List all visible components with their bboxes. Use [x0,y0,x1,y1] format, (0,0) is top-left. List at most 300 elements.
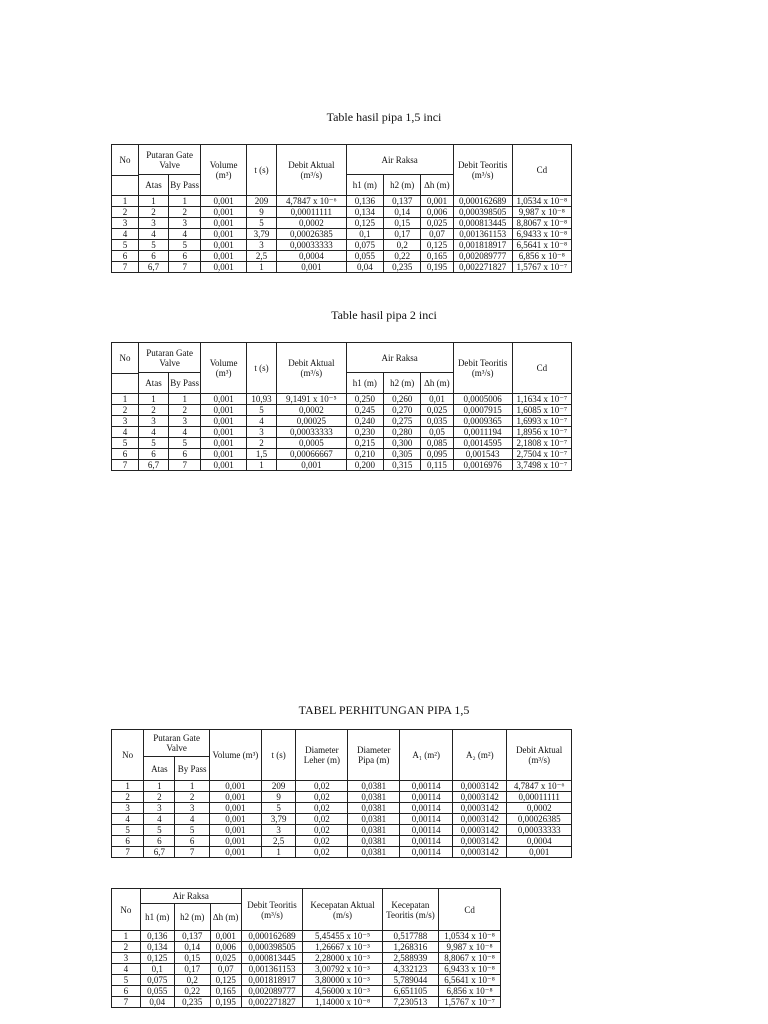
table-cell: 0,006 [210,942,241,953]
table-row [112,438,572,449]
table-cell: 5 [138,240,168,251]
table-cell: 7 [112,997,141,1008]
table-cell: 0,0381 [348,814,400,825]
table-cell: 0,006 [421,207,453,218]
table-cell: 0,001 [277,460,347,471]
col-t: t (s) [246,145,276,196]
col-no: No [112,889,141,931]
table-cell: 0,001 [201,405,247,416]
table-cell: 0,250 [346,394,383,405]
table-cell: 0,001 [201,196,247,207]
table-cell: 0,00011111 [507,792,572,803]
table-cell: 1 [138,196,168,207]
table-row [112,975,501,986]
table-row [112,394,572,405]
col-putaran: Putaran Gate Valve [138,343,200,373]
table-cell: 3 [112,953,141,964]
col-debit-teoritis: Debit Teoritis (m³/s) [241,889,303,931]
table-cell: 0,02 [296,792,348,803]
table-cell: 0,025 [421,405,453,416]
table-cell: 0,001 [201,207,247,218]
table-cell: 8,8067 x 10⁻⁸ [512,218,571,229]
col-h2: h2 (m) [174,904,210,931]
table-cell: 209 [246,196,276,207]
table-row [112,196,572,207]
table1 [111,144,572,273]
col-t: t (s) [261,730,296,781]
table-cell: 2,28000 x 10⁻³ [303,953,382,964]
table-row [112,416,572,427]
table-cell: 4,7847 x 10⁻⁶ [277,196,347,207]
table-cell: 9,987 x 10⁻⁸ [439,942,501,953]
table-cell: 0,00114 [400,814,453,825]
table-cell: 0,0002 [507,803,572,814]
col-h2: h2 (m) [384,175,421,196]
table-cell: 0,235 [384,262,421,273]
table-cell: 0,02 [296,814,348,825]
table-cell: 9 [261,792,296,803]
table-cell: 0,195 [210,997,241,1008]
table-cell: 0,137 [174,931,210,942]
table-cell: 5 [169,240,201,251]
table-cell: 0,00033333 [277,240,347,251]
table-cell: 0,0381 [348,836,400,847]
table-cell: 0,0003142 [453,836,507,847]
table-cell: 0,0003142 [453,825,507,836]
table-cell: 5 [144,825,175,836]
table4 [111,888,501,1008]
col-atas: Atas [144,757,175,781]
table-cell: 2 [112,942,141,953]
table-row [112,229,572,240]
table-cell: 4 [112,427,139,438]
table-cell: 0,2 [384,240,421,251]
table-cell: 0,000813445 [453,218,512,229]
table-cell: 2 [138,207,168,218]
table-cell: 0,115 [421,460,453,471]
table-cell: 0,0003142 [453,803,507,814]
table-cell: 0,0003142 [453,847,507,858]
table-cell: 6,7 [144,847,175,858]
table-cell: 0,280 [384,427,421,438]
table-cell: 0,001 [277,262,347,273]
col-cd: Cd [512,145,571,196]
col-t: t (s) [246,343,276,394]
col-atas: Atas [138,175,168,196]
col-air-raksa: Air Raksa [346,145,453,175]
table-cell: 4 [246,416,276,427]
table-cell: 0,0002 [277,218,347,229]
table-row [112,781,572,792]
col-dh: ∆h (m) [421,373,453,394]
table-cell: 6,7 [138,262,168,273]
table-cell: 4,332123 [382,964,439,975]
table-row [112,986,501,997]
table-cell: 0,15 [384,218,421,229]
table-cell: 6 [112,449,139,460]
table-cell: 0,245 [346,405,383,416]
table-cell: 0,001 [201,449,247,460]
table3-title: TABEL PERHITUNGAN PIPA 1,5 [298,703,470,717]
table-cell: 0,0005006 [453,394,512,405]
table-cell: 4 [112,814,144,825]
table-cell: 2,5 [246,251,276,262]
col-debit-aktual: Debit Aktual (m³/s) [277,145,347,196]
table-cell: 3,00792 x 10⁻³ [303,964,382,975]
table-cell: 0,315 [384,460,421,471]
table-cell: 3 [138,416,168,427]
col-air-raksa: Air Raksa [346,343,453,373]
table-cell: 0,000398505 [241,942,303,953]
table-cell: 0,134 [346,207,383,218]
table-cell: 0,001 [201,251,247,262]
table-cell: 0,000162689 [453,196,512,207]
table-cell: 0,15 [174,953,210,964]
col-kecepatan-aktual: Kecepatan Aktual (m/s) [303,889,382,931]
table-cell: 0,095 [421,449,453,460]
table-cell: 0,001 [421,196,453,207]
table-row [112,942,501,953]
table-cell: 0,2 [174,975,210,986]
col-a2: A₂ (m²) [453,730,507,781]
col-diameter-pipa: Diameter Pipa (m) [348,730,400,781]
table-cell: 0,001 [201,416,247,427]
table-cell: 3 [112,803,144,814]
table-cell: 7 [175,847,210,858]
col-debit-teoritis: Debit Teoritis (m³/s) [453,343,512,394]
table-cell: 3 [175,803,210,814]
table-row [112,836,572,847]
table-cell: 0,001 [201,229,247,240]
table-cell: 0,001 [209,781,261,792]
table-cell: 0,002089777 [453,251,512,262]
table-cell: 0,001 [201,438,247,449]
col-volume: Volume (m³) [201,343,247,394]
table-cell: 0,001 [209,847,261,858]
table-row [112,262,572,273]
table-cell: 0,215 [346,438,383,449]
table-cell: 0,165 [210,986,241,997]
table-row [112,847,572,858]
table-cell: 0,055 [346,251,383,262]
table-cell: 6,5641 x 10⁻⁸ [439,975,501,986]
table-cell: 0,07 [210,964,241,975]
table-cell: 0,195 [421,262,453,273]
table-cell: 0,002271827 [241,997,303,1008]
table-cell: 0,02 [296,836,348,847]
table-cell: 0,085 [421,438,453,449]
table-row [112,814,572,825]
table-cell: 0,275 [384,416,421,427]
table-cell: 0,136 [140,931,174,942]
table-cell: 6 [112,986,141,997]
table-cell: 0,0004 [507,836,572,847]
table-cell: 7 [112,847,144,858]
col-h1: h1 (m) [346,373,383,394]
table-cell: 5 [112,975,141,986]
table-cell: 6 [112,251,139,262]
table-cell: 0,001 [209,792,261,803]
table-cell: 2,1808 x 10⁻⁷ [512,438,571,449]
col-bypass: By Pass [175,757,210,781]
table-cell: 2 [175,792,210,803]
table-cell: 1,0534 x 10⁻⁸ [439,931,501,942]
col-putaran: Putaran Gate Valve [144,730,210,757]
table-cell: 0,075 [346,240,383,251]
table-cell: 0,0381 [348,803,400,814]
table-cell: 0,00114 [400,836,453,847]
table-cell: 0,0381 [348,847,400,858]
table-cell: 6,7 [138,460,168,471]
table-cell: 1,26667 x 10⁻³ [303,942,382,953]
table-cell: 0,300 [384,438,421,449]
table-cell: 0,165 [421,251,453,262]
col-bypass: By Pass [169,175,201,196]
table-row [112,931,501,942]
table-cell: 0,17 [384,229,421,240]
table-cell: 0,125 [346,218,383,229]
table-cell: 5 [112,825,144,836]
table-cell: 0,125 [421,240,453,251]
table-cell: 4,56000 x 10⁻³ [303,986,382,997]
table-cell: 1,5767 x 10⁻⁷ [512,262,571,273]
table-cell: 1,268316 [382,942,439,953]
table-cell: 0,0016976 [453,460,512,471]
table-cell: 0,00026385 [507,814,572,825]
col-debit-teoritis: Debit Teoritis (m³/s) [453,145,512,196]
table-cell: 7,230513 [382,997,439,1008]
table-cell: 6,651105 [382,986,439,997]
table-cell: 0,001 [201,218,247,229]
table-cell: 2 [138,405,168,416]
table-row [112,964,501,975]
table-cell: 2,7504 x 10⁻⁷ [512,449,571,460]
table-cell: 0,0003142 [453,781,507,792]
table-cell: 0,00025 [277,416,347,427]
table-row [112,460,572,471]
table-cell: 0,001818917 [241,975,303,986]
table-cell: 6,856 x 10⁻⁸ [439,986,501,997]
table-cell: 1 [246,460,276,471]
table-cell: 5,789044 [382,975,439,986]
table-cell: 4,7847 x 10⁻⁶ [507,781,572,792]
table-row [112,953,501,964]
table-cell: 3 [112,218,139,229]
table-cell: 3 [112,416,139,427]
table-cell: 1 [144,781,175,792]
table-cell: 1,14000 x 10⁻⁸ [303,997,382,1008]
table-cell: 0,0003142 [453,792,507,803]
table-cell: 5 [246,405,276,416]
table-cell: 0,001361153 [241,964,303,975]
table-row [112,251,572,262]
table3-body [112,781,572,858]
table-cell: 0,0003142 [453,814,507,825]
table-cell: 1,6085 x 10⁻⁷ [512,405,571,416]
col-dh: ∆h (m) [210,904,241,931]
table-cell: 3,7498 x 10⁻⁷ [512,460,571,471]
table-cell: 3,79 [246,229,276,240]
table-cell: 5 [112,438,139,449]
table-cell: 0,05 [421,427,453,438]
table-cell: 0,0002 [277,405,347,416]
col-h1: h1 (m) [346,175,383,196]
col-cd: Cd [439,889,501,931]
table-cell: 5 [169,438,201,449]
table-cell: 4 [169,229,201,240]
table-cell: 1 [112,394,139,405]
table-cell: 4 [144,814,175,825]
table-cell: 0,001 [507,847,572,858]
table-cell: 0,00114 [400,792,453,803]
table-cell: 6 [175,836,210,847]
col-bypass: By Pass [169,373,201,394]
table-cell: 1 [261,847,296,858]
table-cell: 0,136 [346,196,383,207]
table-cell: 2 [112,792,144,803]
table-cell: 1,1634 x 10⁻⁷ [512,394,571,405]
table-cell: 7 [112,460,139,471]
col-h2: h2 (m) [384,373,421,394]
table-cell: 5,45455 x 10⁻⁵ [303,931,382,942]
table-cell: 0,260 [384,394,421,405]
table-cell: 2 [246,438,276,449]
table-cell: 0,230 [346,427,383,438]
table-row [112,825,572,836]
table-cell: 0,000813445 [241,953,303,964]
table-cell: 0,04 [140,997,174,1008]
table-cell: 6 [169,251,201,262]
table-row [112,997,501,1008]
table-cell: 0,02 [296,847,348,858]
table-cell: 7 [169,262,201,273]
table-cell: 0,055 [140,986,174,997]
col-putaran: Putaran Gate Valve [138,145,200,175]
table-row [112,207,572,218]
table-cell: 0,0381 [348,781,400,792]
table-cell: 7 [169,460,201,471]
table-cell: 4 [112,964,141,975]
table-cell: 9,987 x 10⁻⁸ [512,207,571,218]
table-cell: 0,0381 [348,825,400,836]
table-cell: 0,035 [421,416,453,427]
col-cd: Cd [512,343,571,394]
table4-body [112,931,501,1008]
table-cell: 0,235 [174,997,210,1008]
table-cell: 3 [169,218,201,229]
col-debit-aktual: Debit Aktual (m³/s) [277,343,347,394]
table-cell: 0,001 [209,825,261,836]
col-debit-aktual: Debit Aktual (m³/s) [507,730,572,781]
table-cell: 209 [261,781,296,792]
table-cell: 0,0011194 [453,427,512,438]
table-cell: 0,001361153 [453,229,512,240]
table-cell: 3 [169,416,201,427]
table-cell: 0,134 [140,942,174,953]
table-cell: 3 [144,803,175,814]
table-cell: 0,02 [296,781,348,792]
table-cell: 0,002271827 [453,262,512,273]
table-cell: 0,00114 [400,825,453,836]
table-row [112,405,572,416]
col-air-raksa: Air Raksa [140,889,241,904]
table-cell: 1,0534 x 10⁻⁸ [512,196,571,207]
table-cell: 0,04 [346,262,383,273]
table-cell: 2 [169,405,201,416]
table-cell: 1,5767 x 10⁻⁷ [439,997,501,1008]
table-cell: 0,001 [209,836,261,847]
table-cell: 0,270 [384,405,421,416]
table-cell: 0,07 [421,229,453,240]
table-cell: 9 [246,207,276,218]
table-cell: 0,025 [421,218,453,229]
table-row [112,803,572,814]
table-cell: 2,5 [261,836,296,847]
table-cell: 0,001 [209,814,261,825]
table-cell: 0,00033333 [507,825,572,836]
table3 [111,729,572,858]
table-cell: 0,00114 [400,847,453,858]
col-a1: A₁ (m²) [400,730,453,781]
table-cell: 0,00114 [400,803,453,814]
table-cell: 0,001 [201,427,247,438]
table-cell: 6 [144,836,175,847]
table-cell: 0,210 [346,449,383,460]
table-cell: 0,22 [174,986,210,997]
table-cell: 0,001818917 [453,240,512,251]
table-cell: 0,000162689 [241,931,303,942]
table-cell: 7 [112,262,139,273]
table-cell: 6 [169,449,201,460]
table-cell: 0,240 [346,416,383,427]
table-cell: 4 [138,427,168,438]
col-kecepatan-teoritis: Kecepatan Teoritis (m/s) [382,889,439,931]
table-cell: 1 [175,781,210,792]
table2 [111,342,572,471]
table-cell: 4 [138,229,168,240]
table-cell: 0,00033333 [277,427,347,438]
table-cell: 0,002089777 [241,986,303,997]
table-cell: 10,93 [246,394,276,405]
table-cell: 3,80000 x 10⁻³ [303,975,382,986]
table-cell: 2 [112,207,139,218]
table-cell: 0,0005 [277,438,347,449]
table-cell: 3 [246,240,276,251]
table-cell: 0,137 [384,196,421,207]
table-row [112,240,572,251]
table-cell: 3 [246,427,276,438]
table-cell: 2,588939 [382,953,439,964]
col-volume: Volume (m³) [201,145,247,196]
table2-title: Table hasil pipa 2 inci [331,308,437,322]
table1-title: Table hasil pipa 1,5 inci [326,110,442,124]
table-cell: 1 [169,394,201,405]
col-no: No [112,145,139,176]
table-cell: 0,0009365 [453,416,512,427]
table-cell: 1,5 [246,449,276,460]
table-row [112,427,572,438]
table-cell: 0,02 [296,803,348,814]
table-cell: 0,00011111 [277,207,347,218]
table-cell: 0,200 [346,460,383,471]
table-cell: 1 [112,196,139,207]
table-cell: 5 [175,825,210,836]
table-cell: 2 [144,792,175,803]
table-cell: 5 [261,803,296,814]
col-volume: Volume (m³) [209,730,261,781]
col-dh: ∆h (m) [421,175,453,196]
table-cell: 1 [112,781,144,792]
